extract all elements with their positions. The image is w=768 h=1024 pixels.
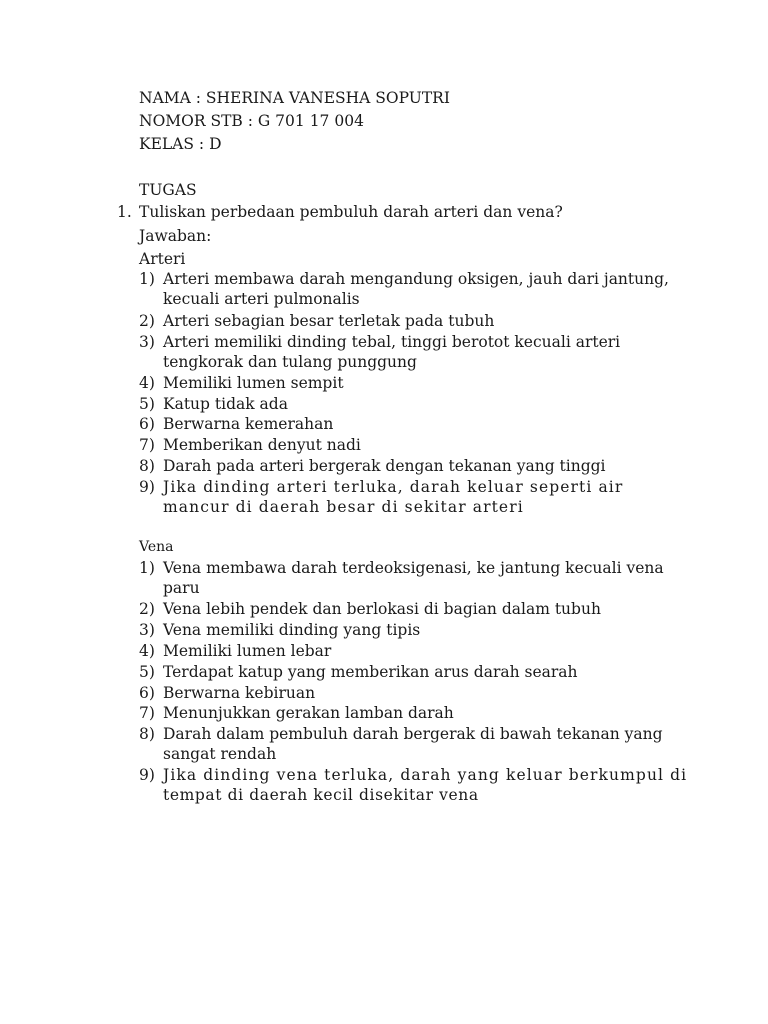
- student-number: NOMOR STB : G 701 17 004: [139, 112, 364, 130]
- arteri-item-number: 1): [139, 270, 155, 288]
- arteri-item-text: mancur di daerah besar di sekitar arteri: [163, 498, 524, 516]
- vena-item-text: Vena memiliki dinding yang tipis: [163, 621, 421, 639]
- vena-item-number: 9): [139, 766, 155, 784]
- question-number: 1.: [117, 203, 132, 221]
- arteri-item-text: Memberikan denyut nadi: [163, 436, 361, 454]
- arteri-item-text: Arteri membawa darah mengandung oksigen, jauh dari jantung,: [163, 270, 669, 288]
- vena-item-number: 7): [139, 704, 155, 722]
- vena-item-text: Berwarna kebiruan: [163, 684, 316, 702]
- arteri-item-number: 6): [139, 415, 155, 433]
- vena-item-number: 5): [139, 663, 155, 681]
- vena-item-text: Menunjukkan gerakan lamban darah: [163, 704, 454, 722]
- arteri-item-number: 5): [139, 395, 155, 413]
- vena-item-text: Jika dinding vena terluka, darah yang keluar berkumpul di: [163, 766, 688, 784]
- arteri-item-text: Arteri sebagian besar terletak pada tubuh: [163, 312, 495, 330]
- arteri-item-number: 9): [139, 478, 155, 496]
- arteri-item-text: Arteri memiliki dinding tebal, tinggi berotot kecuali arteri: [163, 333, 621, 351]
- arteri-item-number: 7): [139, 436, 155, 454]
- arteri-heading: Arteri: [139, 250, 186, 268]
- arteri-item-number: 8): [139, 457, 155, 475]
- arteri-item-text: Jika dinding arteri terluka, darah keluar seperti air: [163, 478, 624, 496]
- vena-item-number: 3): [139, 621, 155, 639]
- arteri-item-text: tengkorak dan tulang punggung: [163, 353, 417, 371]
- student-name: NAMA : SHERINA VANESHA SOPUTRI: [139, 89, 450, 107]
- arteri-item-text: Memiliki lumen sempit: [163, 374, 344, 392]
- vena-item-number: 4): [139, 642, 155, 660]
- arteri-item-number: 2): [139, 312, 155, 330]
- vena-item-text: paru: [163, 579, 200, 597]
- vena-item-text: Terdapat katup yang memberikan arus darah searah: [163, 663, 578, 681]
- vena-item-number: 1): [139, 559, 155, 577]
- arteri-item-text: Darah pada arteri bergerak dengan tekanan yang tinggi: [163, 457, 606, 475]
- vena-item-text: Darah dalam pembuluh darah bergerak di bawah tekanan yang: [163, 725, 663, 743]
- arteri-item-number: 4): [139, 374, 155, 392]
- arteri-item-text: Berwarna kemerahan: [163, 415, 334, 433]
- answer-label: Jawaban:: [139, 227, 212, 245]
- vena-heading: Vena: [139, 539, 174, 555]
- vena-item-number: 2): [139, 600, 155, 618]
- arteri-item-text: Katup tidak ada: [163, 395, 288, 413]
- task-heading: TUGAS: [139, 181, 197, 199]
- vena-item-text: Vena lebih pendek dan berlokasi di bagian dalam tubuh: [163, 600, 601, 618]
- vena-item-text: tempat di daerah kecil disekitar vena: [163, 786, 479, 804]
- arteri-item-text: kecuali arteri pulmonalis: [163, 290, 360, 308]
- vena-item-text: Memiliki lumen lebar: [163, 642, 332, 660]
- vena-item-number: 8): [139, 725, 155, 743]
- arteri-item-number: 3): [139, 333, 155, 351]
- class-label: KELAS : D: [139, 135, 222, 153]
- vena-item-text: sangat rendah: [163, 745, 277, 763]
- vena-item-text: Vena membawa darah terdeoksigenasi, ke jantung kecuali vena: [163, 559, 664, 577]
- question-text: Tuliskan perbedaan pembuluh darah arteri dan vena?: [139, 203, 563, 221]
- vena-item-number: 6): [139, 684, 155, 702]
